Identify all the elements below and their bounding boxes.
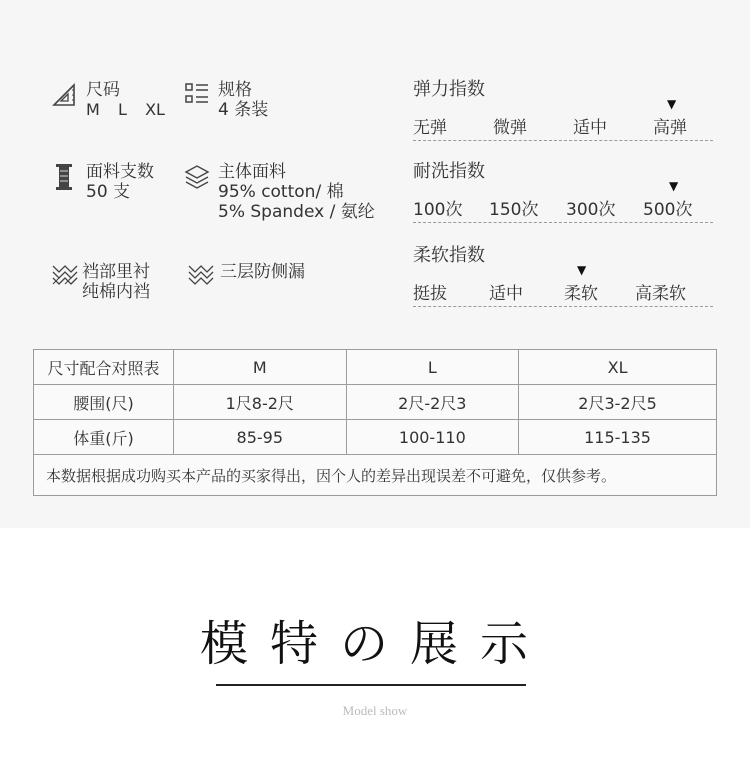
table-cell: 腰围(尺) bbox=[34, 385, 174, 420]
elastic-level: 适中 bbox=[573, 118, 607, 138]
wash-level: 100次 bbox=[413, 200, 463, 220]
elastic-index-title: 弹力指数 bbox=[413, 79, 485, 100]
table-cell: 100-110 bbox=[346, 420, 519, 455]
fabric-layers-icon bbox=[184, 162, 210, 192]
softness-level: 挺拔 bbox=[413, 284, 447, 304]
thread-spool-icon bbox=[52, 162, 78, 192]
softness-level: 高柔软 bbox=[635, 284, 686, 304]
table-cell: 85-95 bbox=[174, 420, 347, 455]
feature-size-value: M L XL bbox=[86, 100, 165, 119]
table-cell: 1尺8-2尺 bbox=[174, 385, 347, 420]
feature-crotch-line-1: 裆部里衬 bbox=[82, 262, 150, 282]
feature-fabric-value-1: 95% cotton/ 棉 bbox=[218, 182, 344, 202]
softness-level-selected: 柔软 bbox=[564, 284, 598, 304]
feature-size-label: 尺码 bbox=[86, 80, 120, 100]
elastic-level: 微弹 bbox=[493, 118, 527, 138]
table-note: 本数据根据成功购买本产品的买家得出，因个人的差异出现误差不可避免，仅供参考。 bbox=[34, 455, 717, 496]
wash-level-selected: 500次 bbox=[643, 200, 693, 220]
dashed-divider bbox=[413, 306, 713, 307]
model-section-title: 模特の展示 bbox=[199, 616, 550, 672]
table-header-cell: L bbox=[346, 350, 519, 385]
feature-fabric-label: 主体面料 bbox=[218, 162, 286, 182]
feature-yarn-count-label: 面料支数 bbox=[86, 162, 154, 182]
size-chart-table bbox=[33, 349, 717, 496]
selected-marker-icon: ▼ bbox=[667, 97, 677, 111]
model-section-subtitle: Model show bbox=[342, 703, 408, 718]
feature-crotch-line-2: 纯棉内裆 bbox=[82, 282, 150, 302]
table-header-cell: XL bbox=[519, 350, 717, 385]
feature-yarn-count-value: 50 支 bbox=[86, 182, 131, 202]
feature-fabric-value-2: 5% Spandex / 氨纶 bbox=[218, 202, 375, 222]
table-header-row bbox=[34, 350, 717, 385]
wash-level: 300次 bbox=[566, 200, 616, 220]
set-square-icon bbox=[52, 80, 78, 110]
table-note-row bbox=[34, 455, 717, 496]
table-cell: 115-135 bbox=[519, 420, 717, 455]
table-cell: 2尺3-2尺5 bbox=[519, 385, 717, 420]
table-row bbox=[34, 420, 717, 455]
dashed-divider bbox=[413, 140, 713, 141]
title-underline bbox=[216, 684, 526, 686]
weave-icon bbox=[52, 262, 78, 292]
dashed-divider bbox=[413, 222, 713, 223]
table-cell: 2尺-2尺3 bbox=[346, 385, 519, 420]
feature-leak-proof-label: 三层防侧漏 bbox=[220, 262, 305, 282]
softness-index-title: 柔软指数 bbox=[413, 245, 485, 266]
softness-level: 适中 bbox=[489, 284, 523, 304]
elastic-level-selected: 高弹 bbox=[653, 118, 687, 138]
table-header-cell: 尺寸配合对照表 bbox=[34, 350, 174, 385]
table-row bbox=[34, 385, 717, 420]
wash-level: 150次 bbox=[489, 200, 539, 220]
wash-index-title: 耐洗指数 bbox=[413, 161, 485, 182]
feature-spec-label: 规格 bbox=[218, 80, 252, 100]
selected-marker-icon: ▼ bbox=[577, 263, 587, 277]
weave-icon bbox=[188, 262, 214, 292]
table-header-cell: M bbox=[174, 350, 347, 385]
selected-marker-icon: ▼ bbox=[669, 179, 679, 193]
elastic-level: 无弹 bbox=[413, 118, 447, 138]
list-icon bbox=[184, 80, 210, 110]
feature-spec-value: 4 条装 bbox=[218, 100, 269, 120]
table-cell: 体重(斤) bbox=[34, 420, 174, 455]
